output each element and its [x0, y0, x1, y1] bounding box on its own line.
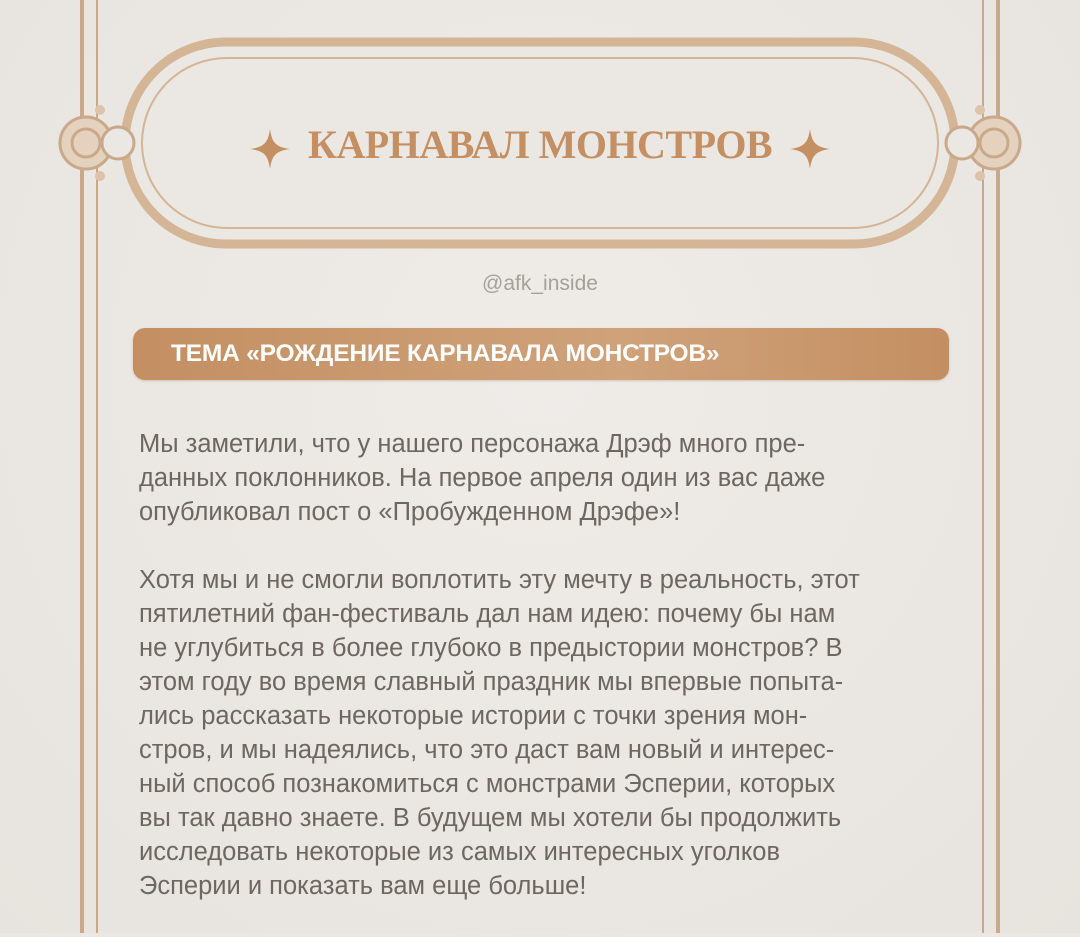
text-line: не углубиться в более глубоко в предыстории монстров? В: [139, 634, 843, 662]
page-title: КАРНАВАЛ МОНСТРОВ: [307, 122, 773, 167]
author-handle: @afk_inside: [482, 272, 598, 295]
paragraph: [139, 427, 939, 529]
page-title-row: [0, 120, 1080, 170]
article-body: [139, 427, 939, 937]
four-point-star-icon: [790, 129, 830, 169]
text-line: Эсперии и показать вам еще больше!: [139, 872, 587, 900]
text-line: вы так давно знаете. В будущем мы хотели бы продолжить: [139, 804, 842, 832]
text-line: лись рассказать некоторые истории с точки зрения мон-: [139, 702, 808, 730]
text-line: Мы заметили, что у нашего персонажа Дрэф много пре-: [139, 430, 806, 458]
text-line: ный способ познакомиться с монстрами Эсперии, которых: [139, 770, 836, 798]
text-line: пятилетний фан-фестиваль дал нам идею: почему бы нам: [139, 600, 836, 628]
text-line: опубликовал пост о «Пробужденном Дрэфе»!: [139, 498, 681, 526]
text-line: Хотя мы и не смогли воплотить эту мечту в реальность, этот: [139, 566, 860, 594]
paragraph: [139, 563, 939, 903]
text-line: исследовать некоторые из самых интересных уголков: [139, 838, 780, 866]
section-header-bar: [133, 328, 949, 380]
text-line: данных поклонников. На первое апреля один из вас даже: [139, 464, 826, 492]
text-line: стров, и мы надеялись, что это даст вам новый и интерес-: [139, 736, 835, 764]
section-title: ТЕМА «РОЖДЕНИЕ КАРНАВАЛА МОНСТРОВ»: [171, 340, 720, 367]
text-line: этом году во время славный праздник мы впервые попыта-: [139, 668, 844, 696]
four-point-star-icon: [250, 129, 290, 169]
